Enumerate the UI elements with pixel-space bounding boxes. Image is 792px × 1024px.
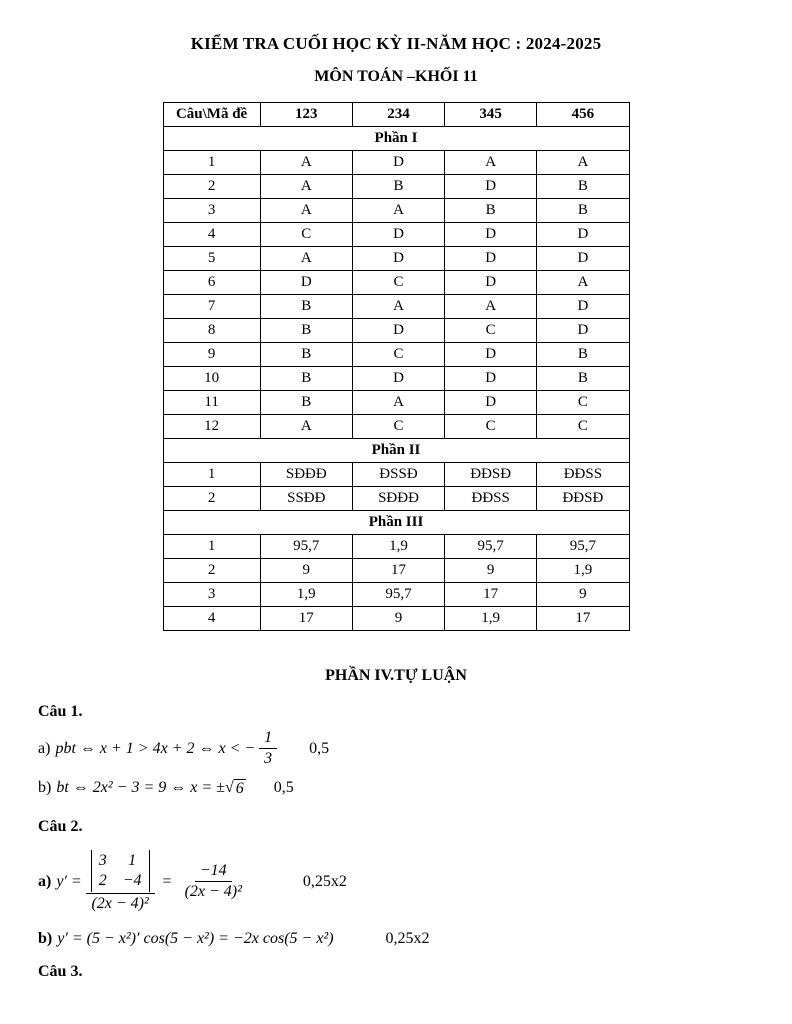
question-number-cell: 4: [163, 223, 260, 247]
answer-cell: SĐĐĐ: [352, 487, 444, 511]
question-number-cell: 12: [163, 415, 260, 439]
cau-2b-line: [38, 927, 754, 951]
col-header-cau-ma-de: Câu\Mã đề: [163, 103, 260, 127]
answer-cell: D: [537, 223, 629, 247]
section-row: [163, 127, 629, 151]
cau-1a-score: 0,5: [309, 739, 330, 757]
answer-cell: B: [537, 343, 629, 367]
answer-cell: C: [352, 343, 444, 367]
col-header-code-123: 123: [260, 103, 352, 127]
answer-cell: A: [260, 175, 352, 199]
answer-cell: 95,7: [445, 535, 537, 559]
answer-cell: 17: [260, 607, 352, 631]
cau-2b-score: 0,25x2: [385, 930, 430, 947]
answer-cell: 1,9: [260, 583, 352, 607]
answer-cell: D: [537, 295, 629, 319]
answer-cell: ĐSSĐ: [352, 463, 444, 487]
fraction-denominator: (2x − 4)²: [184, 883, 242, 900]
table-row: [163, 391, 629, 415]
question-number-cell: 2: [163, 559, 260, 583]
table-row: [163, 487, 629, 511]
answer-cell: C: [445, 319, 537, 343]
fraction-numerator: 1: [259, 729, 277, 749]
answer-cell: D: [260, 271, 352, 295]
table-row: [163, 151, 629, 175]
cau-1b-score: 0,5: [273, 779, 294, 796]
col-header-code-234: 234: [352, 103, 444, 127]
cau-1-block: [38, 703, 754, 800]
cau-2-label: Câu 2.: [38, 818, 83, 835]
answer-cell: B: [260, 391, 352, 415]
table-row: [163, 415, 629, 439]
answer-cell: D: [537, 319, 629, 343]
answer-cell: B: [260, 319, 352, 343]
exam-subtitle: MÔN TOÁN –KHỐI 11: [314, 68, 478, 85]
answer-cell: D: [445, 271, 537, 295]
answer-cell: D: [445, 247, 537, 271]
cau-1-label: Câu 1.: [38, 703, 83, 720]
table-row: [163, 319, 629, 343]
answer-cell: A: [352, 295, 444, 319]
det-entry: 2: [98, 872, 107, 889]
answer-cell: A: [445, 295, 537, 319]
answer-cell: A: [260, 151, 352, 175]
answer-cell: D: [445, 175, 537, 199]
cau-3-label: Câu 3.: [38, 963, 83, 980]
question-number-cell: 9: [163, 343, 260, 367]
answer-cell: 17: [445, 583, 537, 607]
question-number-cell: 4: [163, 607, 260, 631]
answer-cell: C: [537, 415, 629, 439]
answer-cell: C: [352, 271, 444, 295]
answer-cell: A: [445, 151, 537, 175]
table-header-row: [163, 103, 629, 127]
answer-cell: ĐĐSS: [445, 487, 537, 511]
cau-2a-prefix: a): [38, 872, 52, 890]
cau-2a-lhs: y′ =: [56, 872, 82, 890]
question-number-cell: 11: [163, 391, 260, 415]
answer-cell: D: [352, 223, 444, 247]
answer-cell: A: [260, 199, 352, 223]
answer-cell: A: [537, 151, 629, 175]
cau-2b-prefix: b): [38, 930, 53, 947]
section-title: Phần I: [163, 127, 629, 151]
answer-cell: B: [260, 295, 352, 319]
answer-cell: D: [445, 367, 537, 391]
exam-title: KIỂM TRA CUỐI HỌC KỲ II-NĂM HỌC : 2024-2025: [190, 34, 602, 53]
section-row: [163, 511, 629, 535]
table-row: [163, 559, 629, 583]
cau-1b-line: [38, 776, 754, 800]
fraction-numerator: [86, 850, 155, 894]
answer-cell: C: [352, 415, 444, 439]
question-number-cell: 2: [163, 487, 260, 511]
answer-cell: C: [445, 415, 537, 439]
answer-cell: 1,9: [352, 535, 444, 559]
answer-cell: 95,7: [260, 535, 352, 559]
answer-cell: D: [445, 391, 537, 415]
cau-2b-formula: y′ = (5 − x²)′ cos(5 − x²) = −2x cos(5 − x²): [57, 930, 334, 947]
table-row: [163, 247, 629, 271]
table-row: [163, 535, 629, 559]
answer-cell: 9: [537, 583, 629, 607]
answer-cell: B: [537, 199, 629, 223]
answer-cell: B: [537, 367, 629, 391]
answer-table-body: [163, 127, 629, 631]
table-row: [163, 343, 629, 367]
question-number-cell: 8: [163, 319, 260, 343]
question-number-cell: 3: [163, 199, 260, 223]
table-row: [163, 223, 629, 247]
answer-cell: D: [445, 343, 537, 367]
answer-cell: D: [445, 223, 537, 247]
radicand: 6: [235, 779, 244, 797]
answer-cell: B: [352, 175, 444, 199]
question-number-cell: 6: [163, 271, 260, 295]
question-number-cell: 1: [163, 463, 260, 487]
question-number-cell: 1: [163, 151, 260, 175]
answer-cell: C: [260, 223, 352, 247]
section-title: Phần II: [163, 439, 629, 463]
answer-cell: B: [260, 343, 352, 367]
answer-cell: D: [352, 151, 444, 175]
cau-2a-score: 0,25x2: [302, 872, 347, 890]
table-row: [163, 175, 629, 199]
equals-sign: =: [162, 872, 172, 890]
radical-sign: √: [224, 778, 234, 796]
answer-cell: A: [352, 199, 444, 223]
col-header-code-456: 456: [537, 103, 629, 127]
answer-cell: SSĐĐ: [260, 487, 352, 511]
cau-1b-formula: bt ⇔ 2x² − 3 = 9 ⇔ x = ±: [56, 779, 225, 796]
answer-cell: 95,7: [352, 583, 444, 607]
question-number-cell: 5: [163, 247, 260, 271]
fraction-numerator: −14: [195, 862, 232, 882]
det-entry: 1: [128, 852, 137, 869]
answer-cell: ĐĐSĐ: [537, 487, 629, 511]
answer-key-table: [163, 102, 630, 631]
det-entry: −4: [122, 872, 142, 889]
answer-cell: D: [537, 247, 629, 271]
section-row: [163, 439, 629, 463]
answer-cell: 95,7: [537, 535, 629, 559]
question-number-cell: 10: [163, 367, 260, 391]
answer-cell: B: [445, 199, 537, 223]
answer-cell: ĐĐSĐ: [445, 463, 537, 487]
table-row: [163, 295, 629, 319]
col-header-code-345: 345: [445, 103, 537, 127]
answer-cell: 9: [445, 559, 537, 583]
answer-cell: A: [352, 391, 444, 415]
cau-1b-prefix: b): [38, 779, 52, 796]
section-title: Phần III: [163, 511, 629, 535]
table-row: [163, 583, 629, 607]
answer-cell: 9: [352, 607, 444, 631]
table-row: [163, 463, 629, 487]
answer-cell: 17: [537, 607, 629, 631]
answer-cell: 1,9: [537, 559, 629, 583]
answer-cell: 17: [352, 559, 444, 583]
part4-heading: PHẦN IV.TỰ LUẬN: [325, 667, 467, 684]
cau-1a-line: [38, 729, 754, 768]
table-row: [163, 271, 629, 295]
cau-2a-line: [38, 850, 754, 913]
answer-cell: B: [260, 367, 352, 391]
question-number-cell: 7: [163, 295, 260, 319]
table-row: [163, 199, 629, 223]
answer-cell: A: [260, 247, 352, 271]
answer-cell: C: [537, 391, 629, 415]
square-root: [225, 779, 246, 798]
answer-cell: ĐĐSS: [537, 463, 629, 487]
result-fraction: [180, 862, 247, 901]
cau-2-block: [38, 818, 754, 981]
answer-cell: D: [352, 367, 444, 391]
answer-cell: 1,9: [445, 607, 537, 631]
answer-cell: D: [352, 247, 444, 271]
answer-cell: D: [352, 319, 444, 343]
answer-cell: SĐĐĐ: [260, 463, 352, 487]
table-row: [163, 607, 629, 631]
determinant-matrix: [91, 850, 150, 892]
det-entry: 3: [98, 852, 107, 869]
table-row: [163, 367, 629, 391]
fraction-one-third: [259, 729, 277, 768]
cau-1a-formula: pbt ⇔ x + 1 > 4x + 2 ⇔ x < −: [55, 739, 256, 757]
determinant-fraction: [86, 850, 155, 913]
answer-cell: A: [260, 415, 352, 439]
fraction-denominator: 3: [264, 750, 273, 767]
question-number-cell: 2: [163, 175, 260, 199]
answer-cell: 9: [260, 559, 352, 583]
answer-cell: A: [537, 271, 629, 295]
question-number-cell: 3: [163, 583, 260, 607]
answer-cell: B: [537, 175, 629, 199]
cau-1a-prefix: a): [38, 739, 51, 757]
fraction-denominator: (2x − 4)²: [91, 895, 149, 912]
question-number-cell: 1: [163, 535, 260, 559]
